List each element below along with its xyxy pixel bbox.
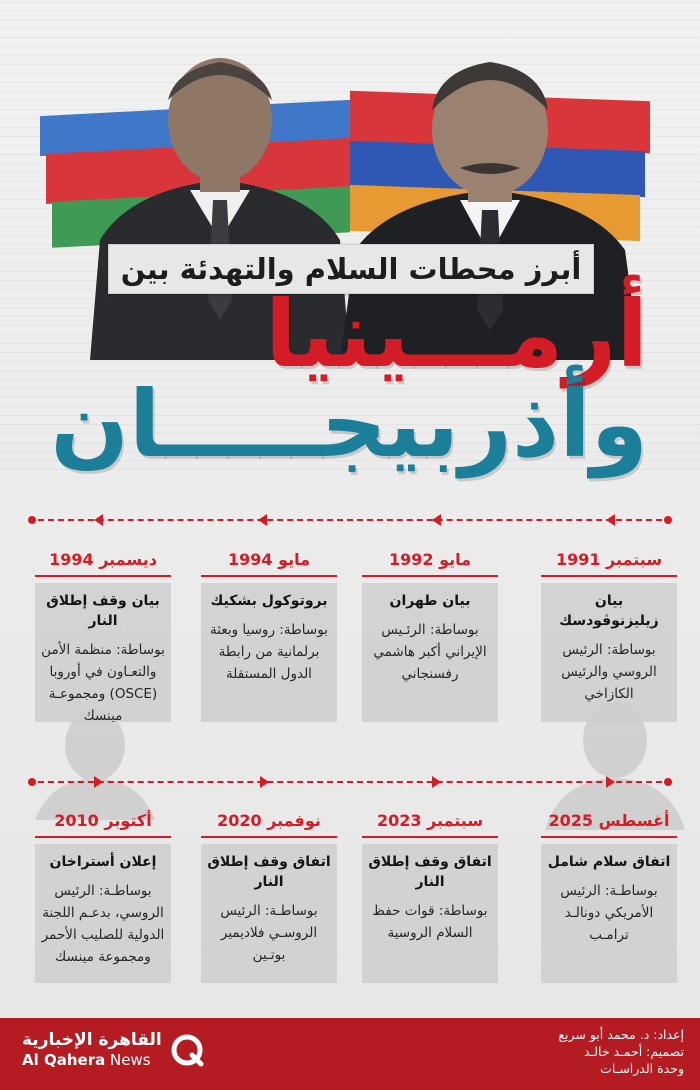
logo-arabic: القاهرة الإخبارية: [22, 1030, 162, 1050]
event-date: سبتمبر 1991: [555, 550, 663, 569]
event-desc: بوساطة: الرئـيس الإيراني أكبر هاشمي رفسنجاني: [373, 622, 487, 682]
event-title: اتفاق سلام شامل: [547, 854, 671, 870]
event-card-2023: [362, 810, 498, 983]
timeline-top-end-dot: [664, 516, 672, 524]
timeline-bottom-line: [28, 781, 672, 783]
timeline-arrow-icon: [606, 514, 615, 526]
event-body: [35, 844, 171, 983]
date-underline: [35, 575, 171, 577]
event-date: سبتمبر 2023: [376, 811, 484, 830]
logo-q-icon: [170, 1033, 204, 1067]
event-body: [201, 583, 337, 722]
event-title: اتفاق وقف إطلاق النار: [368, 854, 492, 890]
timeline-top-line: [28, 519, 672, 521]
event-date: مايو 1994: [227, 550, 311, 569]
event-body: [35, 583, 171, 722]
event-desc: بوساطة: منظمة الأمن والتعـاون في أوروبا (OSCE) ومجموعـة مينسك: [41, 642, 165, 724]
event-desc: بوساطة: روسيا وبعثة برلمانية من رابطة الدول المستقلة: [210, 622, 328, 682]
timeline-arrow-icon: [94, 776, 103, 788]
date-underline: [541, 575, 677, 577]
date-underline: [201, 575, 337, 577]
hero-section: [0, 0, 700, 478]
event-title: إعلان أستراخان: [49, 854, 157, 870]
logo-english-bold: Al Qahera: [22, 1051, 106, 1069]
logo-text: [22, 1030, 162, 1070]
timeline-bottom-end-dot: [664, 778, 672, 786]
event-date: مايو 1992: [388, 550, 472, 569]
event-card-2025: [541, 810, 677, 983]
credits: [558, 1026, 684, 1077]
date-underline: [362, 575, 498, 577]
credit-prepared-by: إعداد: د. محمد أبو سريع: [558, 1027, 684, 1042]
timeline-top: [28, 515, 672, 525]
timeline-arrow-icon: [258, 514, 267, 526]
timeline-bottom-start-dot: [28, 778, 36, 786]
timeline-bottom: [28, 777, 672, 787]
timeline-arrow-icon: [432, 776, 441, 788]
logo-english: [22, 1050, 162, 1070]
event-date: نوفمبر 2020: [217, 811, 321, 830]
date-underline: [201, 836, 337, 838]
event-title: اتفاق وقف إطلاق النار: [207, 854, 331, 890]
event-date: أغسطس 2025: [548, 811, 670, 830]
timeline-arrow-icon: [432, 514, 441, 526]
event-title: بيان طهران: [389, 593, 471, 609]
credit-unit: وحدة الدراسـات: [600, 1061, 684, 1076]
event-card-1991: [541, 549, 677, 722]
date-underline: [541, 836, 677, 838]
event-card-2020: [201, 810, 337, 983]
logo-english-light: News: [110, 1051, 151, 1069]
event-body: [201, 844, 337, 983]
event-date: أكتوبر 2010: [54, 811, 152, 830]
al-qahera-news-logo: [22, 1030, 204, 1070]
event-desc: بوساطـة: الرئيس الروسـي فلاديمير بوتـين: [220, 903, 318, 963]
title-azerbaijan: وأذربيجـــــان: [50, 371, 648, 478]
event-desc: بوساطة: الرئيس الروسي والرئيس الكازاخي: [561, 642, 657, 702]
footer-bar: [0, 1018, 700, 1090]
event-card-may-1994: [201, 549, 337, 722]
event-card-dec-1994: [35, 549, 171, 722]
event-desc: بوساطـة: الرئيس الروسي، بدعـم اللجنة الدولية للصليب الأحمر ومجموعة مينسك: [41, 883, 165, 965]
timeline-top-start-dot: [28, 516, 36, 524]
subtitle-banner: أبرز محطات السلام والتهدئة بين: [108, 244, 594, 294]
event-body: [362, 583, 498, 722]
event-date: ديسمبر 1994: [49, 550, 157, 569]
event-body: [362, 844, 498, 983]
event-body: [541, 844, 677, 983]
timeline-arrow-icon: [606, 776, 615, 788]
event-title: بيان وقف إطلاق النار: [46, 593, 160, 629]
title-armenia: أرمـــينيا: [264, 281, 648, 388]
timeline-arrow-icon: [260, 776, 269, 788]
event-card-2010: [35, 810, 171, 983]
event-body: [541, 583, 677, 722]
date-underline: [362, 836, 498, 838]
credit-designed-by: تصميم: أحمـد خالـد: [583, 1044, 684, 1059]
event-title: بروتوكول بشكيك: [210, 593, 328, 609]
event-card-1992: [362, 549, 498, 722]
date-underline: [35, 836, 171, 838]
event-desc: بوساطـة: الرئيس الأمريكي دونالـد ترامـب: [560, 883, 658, 943]
event-desc: بوساطة: قوات حفظ السلام الروسية: [372, 903, 488, 941]
event-title: بيان زيليزنوڤودسك: [559, 593, 659, 629]
timeline-arrow-icon: [94, 514, 103, 526]
